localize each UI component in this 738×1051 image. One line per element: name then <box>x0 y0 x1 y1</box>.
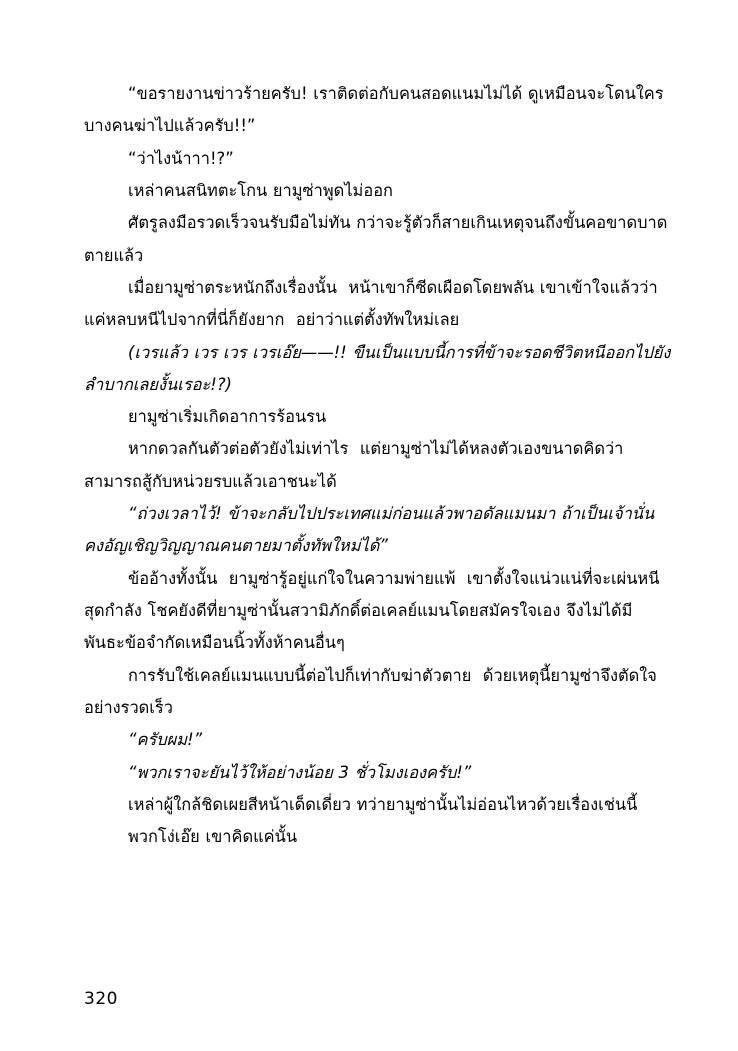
paragraph: พวกโง่เอ๊ย เขาคิดแค่นั้น <box>128 827 298 847</box>
page-body <box>84 78 672 854</box>
paragraph: เหล่าคนสนิทตะโกน ยามูซ่าพูดไม่ออก <box>128 180 393 200</box>
paragraph: ยามูซ่าเริ่มเกิดอาการร้อนรน <box>128 407 327 427</box>
paragraph: เหล่าผู้ใกล้ชิดเผยสีหน้าเด็ดเดี่ยว ทว่ายามูซ่านั้นไม่อ่อนไหวด้วยเรื่องเช่นนี้ <box>128 794 638 814</box>
page-number: 320 <box>84 989 118 1009</box>
paragraph: การรับใช้เคลย์แมนแบบนี้ต่อไปก็เท่ากับฆ่าตัวตาย ด้วยเหตุนี้ยามูซ่าจึงตัดใจอย่างรวดเร็ว <box>84 665 657 717</box>
paragraph: เมื่อยามูซ่าตระหนักถึงเรื่องนั้น หน้าเขาก็ซีดเผือดโดยพลัน เขาเข้าใจแล้วว่าแค่หลบหนีไปจากที่นี่ก็ยังยาก อย่าว่าแต่ตั้งทัพใหม่เลย <box>84 277 658 330</box>
paragraph: ข้ออ้างทั้งนั้น ยามูซ่ารู้อยู่แก่ใจในความพ่ายแพ้ เขาตั้งใจแน่วแน่ที่จะเผ่นหนีสุดกำลัง โชคยังดีที่ยามูซ่านั้นสวามิภักดิ์ต่อเคลย์แมนโดยสมัครใจเอง จึงไม่ได้มีพันธะข้อจำกัดเหมือนนิ้วทั้งห้าคนอื่นๆ <box>84 568 660 653</box>
paragraph: (เวรแล้ว เวร เวร เวรเอ๊ย——!! ขืนเป็นแบบนี้การที่ข้าจะรอดชีวิตหนีออกไปยังลำบากเลยงั้นเรอะ!?) <box>84 342 671 394</box>
paragraph: “ขอรายงานข่าวร้ายครับ! เราติดต่อกับคนสอดแนมไม่ได้ ดูเหมือนจะโดนใครบางคนฆ่าไปแล้วครับ!!” <box>84 84 664 136</box>
paragraph: ศัตรูลงมือรวดเร็วจนรับมือไม่ทัน กว่าจะรู้ตัวก็สายเกินเหตุจนถึงขั้นคอขาดบาดตายแล้ว <box>84 213 668 265</box>
paragraph: “ถ่วงเวลาไว้! ข้าจะกลับไปประเทศแม่ก่อนแล้วพาอดัลแมนมา ถ้าเป็นเจ้านั่นคงอัญเชิญวิญญาณคนตายมาตั้งทัพใหม่ได้” <box>84 504 655 556</box>
paragraph: หากดวลกันตัวต่อตัวยังไม่เท่าไร แต่ยามูซ่าไม่ได้หลงตัวเองขนาดคิดว่าสามารถสู้กับหน่วยรบแล้วเอาชนะได้ <box>84 439 624 491</box>
paragraph: “ครับผม!” <box>128 730 203 750</box>
paragraph: “ว่าไงน้าาา!?” <box>128 148 234 168</box>
paragraph: “พวกเราจะยันไว้ให้อย่างน้อย 3 ชั่วโมงเองครับ!” <box>128 762 472 782</box>
